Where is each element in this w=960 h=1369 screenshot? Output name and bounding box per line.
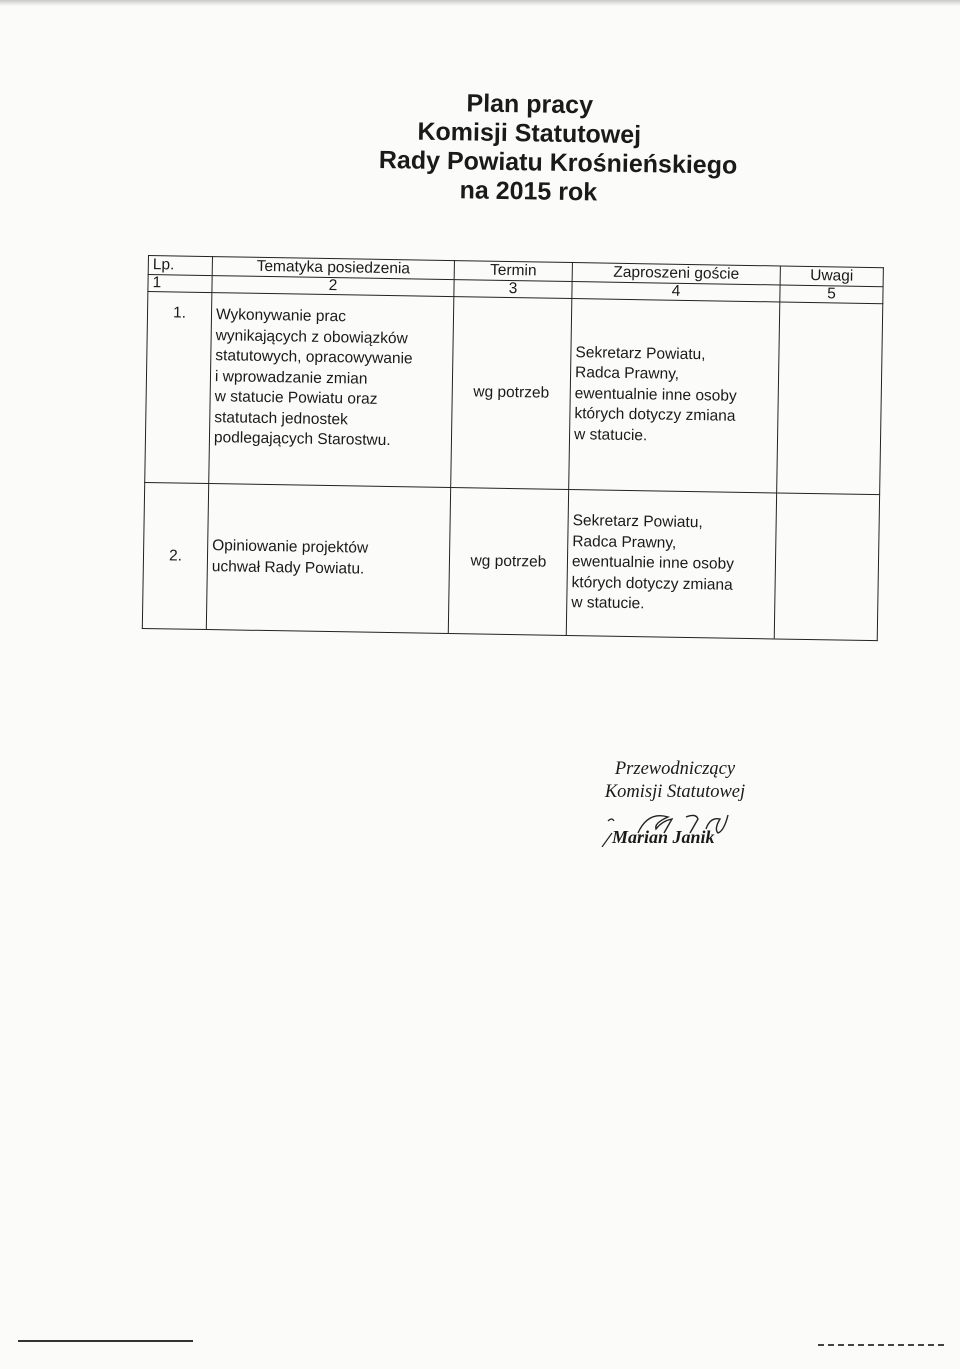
table-row xyxy=(145,292,883,495)
column-number-2: 2 xyxy=(212,276,454,297)
header-topic: Tematyka posiedzenia xyxy=(212,257,454,280)
header-guests: Zaproszeni goście xyxy=(572,263,780,285)
row-topic: Wykonywanie prac wynikających z obowiązków statutowych, opracowywanie i wprowadzanie zmian w statucie Powiatu oraz statutach jednostek podlegających Starostwu. xyxy=(209,293,454,488)
row-guests: Sekretarz Powiatu, Radca Prawny, ewentualnie inne osoby których dotyczy zmiana w statucie. xyxy=(569,299,780,493)
title-line-3: Rady Powiatu Krośnieńskiego xyxy=(378,145,738,180)
column-number-3: 3 xyxy=(454,280,572,299)
row-notes xyxy=(777,302,883,495)
table-row xyxy=(142,482,879,640)
header-term: Termin xyxy=(454,261,572,282)
plan-table xyxy=(142,255,884,641)
signature-name: Marian Janik xyxy=(612,827,715,847)
signature-role xyxy=(590,758,760,804)
title-line-1: Plan pracy xyxy=(466,89,594,120)
row-guests: Sekretarz Powiatu, Radca Prawny, ewentualnie inne osoby których dotyczy zmiana w statucie. xyxy=(566,490,776,639)
row-topic: Opiniowanie projektów uchwał Rady Powiatu. xyxy=(206,484,450,634)
row-term: wg potrzeb xyxy=(451,297,572,490)
header-notes: Uwagi xyxy=(780,266,883,287)
row-lp: 1. xyxy=(145,292,212,484)
title-line-2: Komisji Statutowej xyxy=(417,117,642,150)
footer-dotted-rule xyxy=(818,1344,948,1346)
signature-role-line-1: Przewodniczący xyxy=(614,759,736,779)
signature-role-line-2: Komisji Statutowej xyxy=(604,782,746,802)
header-lp: Lp. xyxy=(148,256,212,276)
footer-rule xyxy=(18,1340,193,1342)
row-lp: 2. xyxy=(142,482,208,629)
document-title xyxy=(378,88,738,209)
column-number-1: 1 xyxy=(148,275,212,293)
row-notes xyxy=(774,493,879,641)
column-number-5: 5 xyxy=(780,285,883,304)
column-number-4: 4 xyxy=(572,282,780,302)
title-line-4: na 2015 rok xyxy=(459,176,598,207)
plan-table-container xyxy=(142,255,884,641)
row-term: wg potrzeb xyxy=(448,488,568,636)
scan-edge-shadow xyxy=(0,0,960,6)
